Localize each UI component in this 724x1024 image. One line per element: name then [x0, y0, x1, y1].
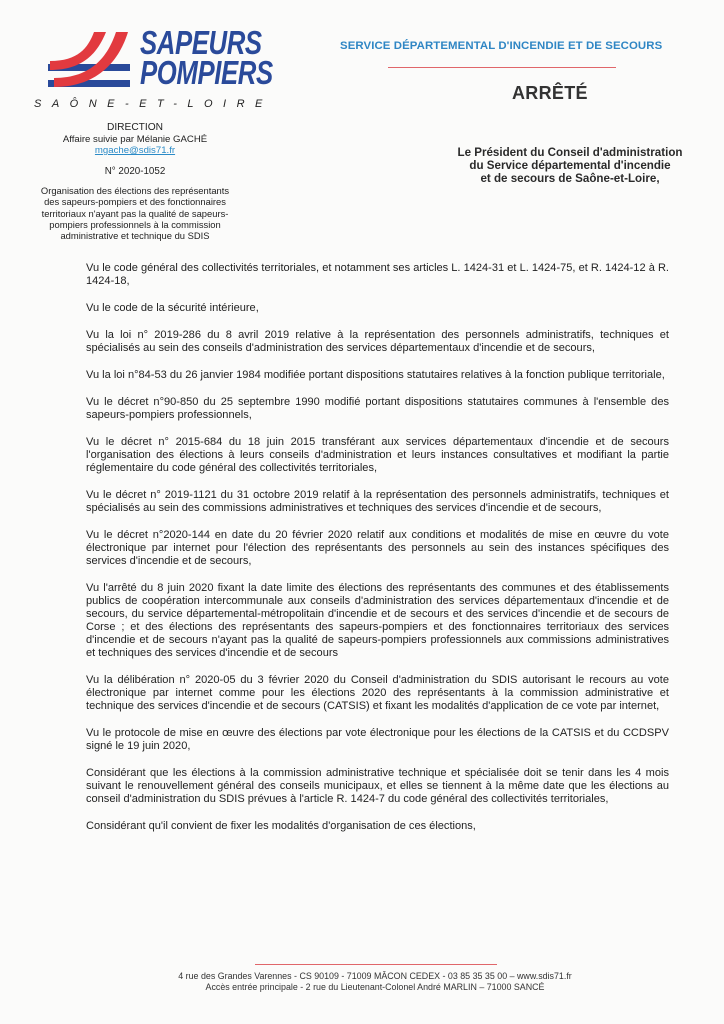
- followed-by: Affaire suivie par Mélanie GACHÉ: [62, 133, 208, 145]
- flame-stripes-icon: [36, 30, 136, 95]
- paragraph: Vu le code de la sécurité intérieure,: [86, 301, 259, 314]
- paragraph: Vu la délibération n° 2020-05 du 3 février 2020 du Conseil d'administration du SDIS autorisant le recours au vote électronique par internet comme pour les élections 2020 des représentants à la commission administrative et technique des services d'incendie et de secours (CATSIS) et fixant les modalités d'application de ce vote par internet,: [86, 674, 669, 713]
- president-heading: Le Président du Conseil d'administration du Service départemental d'incendie et de secours de Saône-et-Loire,: [457, 146, 683, 186]
- paragraph: Vu la loi n° 2019-286 du 8 avril 2019 relative à la représentation des personnels administratifs, techniques et spécialisés au sein des conseils d'administration des services départementaux d'incendie et de secours,: [86, 328, 669, 354]
- contact-email-link[interactable]: mgache@sdis71.fr: [94, 145, 176, 156]
- sdis-logo: [30, 24, 273, 118]
- paragraph: Vu l'arrêté du 8 juin 2020 fixant la date limite des élections des représentants des communes et des établissements publics de coopération intercommunale aux conseils d'administration des services départementaux d'incendie et de secours, du service départemental-métropolitain d'incendie et de secours et des services d'incendie et de secours de Corse ; et des élections des représentants des sapeurs-pompiers et des fonctionnaires territoriaux des services d'incendie et de secours n'ayant pas la qualité de sapeurs-pompiers professionnels aux commissions administratives et techniques des services d'incendie et de secours: [86, 581, 669, 660]
- logo-wordmark: SAPEURS POMPIERS: [140, 24, 273, 91]
- decree-subject: Organisation des élections des représentants des sapeurs-pompiers et des fonctionnaires territoriaux n'ayant pas la qualité de sapeurs-pompiers professionnels à la commission administrative et technique du SDIS: [40, 185, 230, 242]
- document-type: ARRÊTÉ: [512, 83, 588, 103]
- paragraph: Vu le décret n° 2015-684 du 18 juin 2015 transférant aux services départementaux d'incendie et de secours l'organisation des élections à leurs conseils d'administration et leurs instances consultatives et modifiant la partie réglementaire du code général des collectivités territoriales,: [86, 435, 669, 474]
- footer-divider: [255, 964, 497, 965]
- footer-address: [150, 971, 600, 993]
- issuer-block: [0, 122, 270, 241]
- paragraph: Vu le décret n° 2019-1121 du 31 octobre 2019 relatif à la représentation des personnels administratifs, techniques et spécialisés au sein des commissions administratives et techniques des services d'incendie et de secours,: [86, 488, 669, 514]
- paragraph: Vu le décret n°2020-144 en date du 20 février 2020 relatif aux conditions et modalités de mise en œuvre du vote électronique par internet pour l'élection des représentants des personnels au sein des instances spécifiques des services d'incendie et de secours,: [86, 528, 669, 567]
- service-title: SERVICE DÉPARTEMENTAL D'INCENDIE ET DE SECOURS: [340, 40, 663, 52]
- paragraph: Vu la loi n°84-53 du 26 janvier 1984 modifiée portant dispositions statutaires relatives à la fonction publique territoriale,: [86, 368, 665, 381]
- direction-label: DIRECTION: [106, 122, 164, 133]
- logo-region: SAÔNE-ET-LOIRE: [34, 98, 273, 110]
- decree-number: N° 2020-1052: [104, 165, 166, 177]
- header-divider: [388, 67, 616, 68]
- paragraph: Considérant qu'il convient de fixer les modalités d'organisation de ces élections,: [86, 820, 476, 833]
- footer-line-access: Accès entrée principale - 2 rue du Lieutenant-Colonel André MARLIN – 71000 SANCÉ: [205, 982, 545, 992]
- paragraph: Vu le code général des collectivités territoriales, et notamment ses articles L. 1424-31 et L. 1424-75, et R. 1424-12 à R. 1424-18,: [86, 262, 669, 288]
- paragraph: Considérant que les élections à la commission administrative technique et spécialisée doit se tenir dans les 4 mois suivant le renouvellement général des conseils municipaux, et elles se tiennent à la même date que les élections au conseil d'administration du SDIS prévues à l'article R. 1424-7 du code général des collectivités territoriales,: [86, 767, 669, 806]
- paragraph: Vu le décret n°90-850 du 25 septembre 1990 modifié portant dispositions statutaires communes à l'ensemble des sapeurs-pompiers professionnels,: [86, 395, 669, 421]
- document-body: [86, 262, 669, 847]
- paragraph: Vu le protocole de mise en œuvre des élections par vote électronique pour les élections de la CATSIS et du CCDSPV signé le 19 juin 2020,: [86, 727, 669, 753]
- footer-line-address: 4 rue des Grandes Varennes - CS 90109 - 71009 MÂCON CEDEX - 03 85 35 35 00 – www.sdis71.fr: [178, 971, 572, 981]
